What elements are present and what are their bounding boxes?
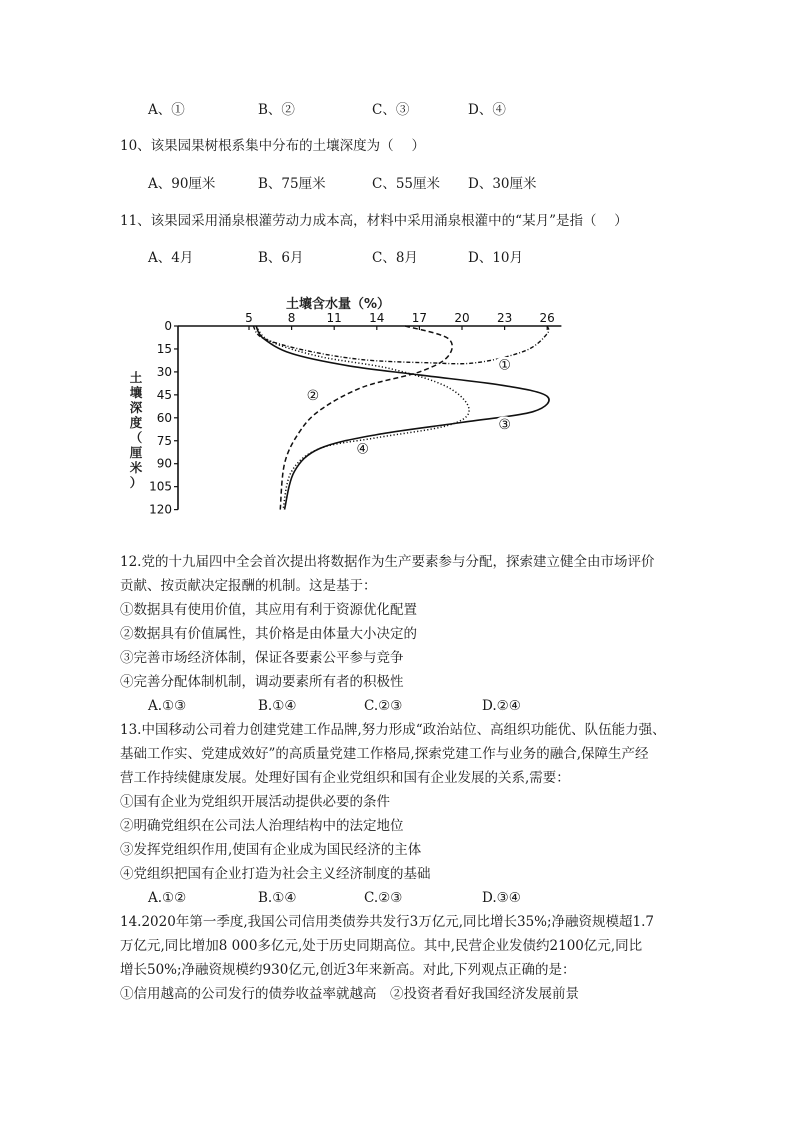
- x-tick-label: 11: [326, 311, 342, 325]
- y-tick-label: 120: [149, 502, 172, 517]
- q13-item-4: ④党组织把国有企业打造为社会主义经济制度的基础: [120, 866, 431, 882]
- y-tick-label: 75: [156, 433, 172, 448]
- q13-item-1: ①国有企业为党组织开展活动提供必要的条件: [120, 794, 390, 810]
- q10-option-b: B、75厘米: [258, 176, 326, 192]
- y-tick-label: 60: [156, 410, 172, 425]
- q12-stem-line1: 12.党的十九届四中全会首次提出将数据作为生产要素参与分配，探索建立健全由市场评价: [120, 554, 655, 570]
- y-axis-label-glyph: 度: [129, 415, 143, 430]
- series-label-1: ①: [498, 357, 511, 374]
- q13-item-2: ②明确党组织在公司法人治理结构中的法定地位: [120, 818, 404, 834]
- y-tick-label: 105: [149, 479, 172, 494]
- q11-option-a: A、4月: [148, 250, 194, 266]
- y-tick-label: 90: [156, 456, 172, 471]
- q12-option-d: D.②④: [482, 698, 521, 714]
- y-axis-label-glyph: 深: [129, 400, 143, 415]
- q12-item-4: ④完善分配体制机制，调动要素所有者的积极性: [120, 674, 404, 690]
- series-label-3: ③: [498, 416, 511, 433]
- x-tick-label: 26: [539, 311, 555, 325]
- q11-option-d: D、10月: [468, 250, 524, 266]
- y-axis-label-glyph: 壤: [129, 385, 143, 400]
- chart-title: 土壤含水量（%）: [285, 297, 391, 312]
- q13-stem-line1: 13.中国移动公司着力创建党建工作品牌,努力形成“政治站位、高组织功能优、队伍能力强、: [120, 722, 666, 738]
- y-tick-label: 30: [156, 364, 172, 379]
- q14-stem-line1: 14.2020年第一季度,我国公司信用类债券共发行3万亿元,同比增长35%;净融资规模超1.7: [120, 914, 655, 930]
- q12-option-b: B.①④: [258, 698, 297, 714]
- series-line-2: [280, 326, 452, 510]
- x-tick-label: 20: [454, 311, 470, 325]
- q9-option-b: B、②: [258, 102, 295, 118]
- q12-item-2: ②数据具有价值属性，其价格是由体量大小决定的: [120, 626, 417, 642]
- q10-option-d: D、30厘米: [468, 176, 537, 192]
- q12-option-c: C.②③: [364, 698, 403, 714]
- q12-option-a: A.①③: [148, 698, 187, 714]
- y-axis-label-glyph: （: [129, 430, 143, 445]
- y-axis-label: [129, 370, 143, 490]
- q12-item-1: ①数据具有使用价值，其应用有利于资源优化配置: [120, 602, 417, 618]
- x-tick-label: 14: [369, 311, 385, 325]
- q13-stem-line2: 基础工作实、党建成效好”的高质量党建工作格局,探索党建工作与业务的融合,保障生产经: [120, 746, 649, 762]
- q11-option-b: B、6月: [258, 250, 304, 266]
- q14-stem-line2: 万亿元,同比增加8 000多亿元,处于历史同期高位。其中,民营企业发债约2100亿元,同比: [120, 938, 643, 954]
- x-tick-label: 5: [245, 311, 253, 325]
- q13-stem-line3: 营工作持续健康发展。处理好国有企业党组织和国有企业发展的关系,需要：: [120, 770, 570, 786]
- q9-option-c: C、③: [372, 102, 410, 118]
- q13-option-b: B.①④: [258, 890, 297, 906]
- q11-option-c: C、8月: [372, 250, 418, 266]
- q10-option-c: C、55厘米: [372, 176, 441, 192]
- y-tick-label: 15: [156, 341, 172, 356]
- y-tick-label: 45: [156, 387, 172, 402]
- q9-option-a: A、①: [148, 102, 185, 118]
- q14-items: ①信用越高的公司发行的债券收益率就越高 ②投资者看好我国经济发展前景: [120, 986, 579, 1002]
- q12-stem-line2: 贡献、按贡献决定报酬的机制。这是基于：: [120, 578, 377, 594]
- q13-option-d: D.③④: [482, 890, 521, 906]
- y-axis-label-glyph: 土: [129, 370, 143, 385]
- q13-item-3: ③发挥党组织作用,使国有企业成为国民经济的主体: [120, 842, 422, 858]
- x-tick-label: 23: [496, 311, 513, 325]
- q11-stem: 11、该果园采用涌泉根灌劳动力成本高，材料中采用涌泉根灌中的“某月”是指（ ）: [120, 213, 628, 229]
- series-label-2: ②: [306, 387, 320, 404]
- soil-moisture-chart: [120, 290, 555, 522]
- y-tick-label: 0: [164, 319, 172, 333]
- q10-stem: 10、该果园果树根系集中分布的土壤深度为（ ）: [120, 138, 425, 154]
- x-tick-label: 8: [287, 311, 296, 325]
- q10-option-a: A、90厘米: [148, 176, 216, 192]
- series-label-4: ④: [356, 441, 369, 458]
- q12-item-3: ③完善市场经济体制，保证各要素公平参与竞争: [120, 650, 404, 666]
- q9-option-d: D、④: [468, 102, 506, 118]
- q14-stem-line3: 增长50%;净融资规模约930亿元,创近3年来新高。对此,下列观点正确的是：: [120, 962, 576, 978]
- series-line-4: [256, 326, 469, 510]
- y-axis-label-glyph: ）: [129, 475, 143, 490]
- q13-option-c: C.②③: [364, 890, 403, 906]
- x-tick-label: 17: [411, 311, 428, 325]
- q13-option-a: A.①②: [148, 890, 187, 906]
- y-axis-label-glyph: 厘: [129, 445, 143, 460]
- y-axis-label-glyph: 米: [129, 460, 143, 475]
